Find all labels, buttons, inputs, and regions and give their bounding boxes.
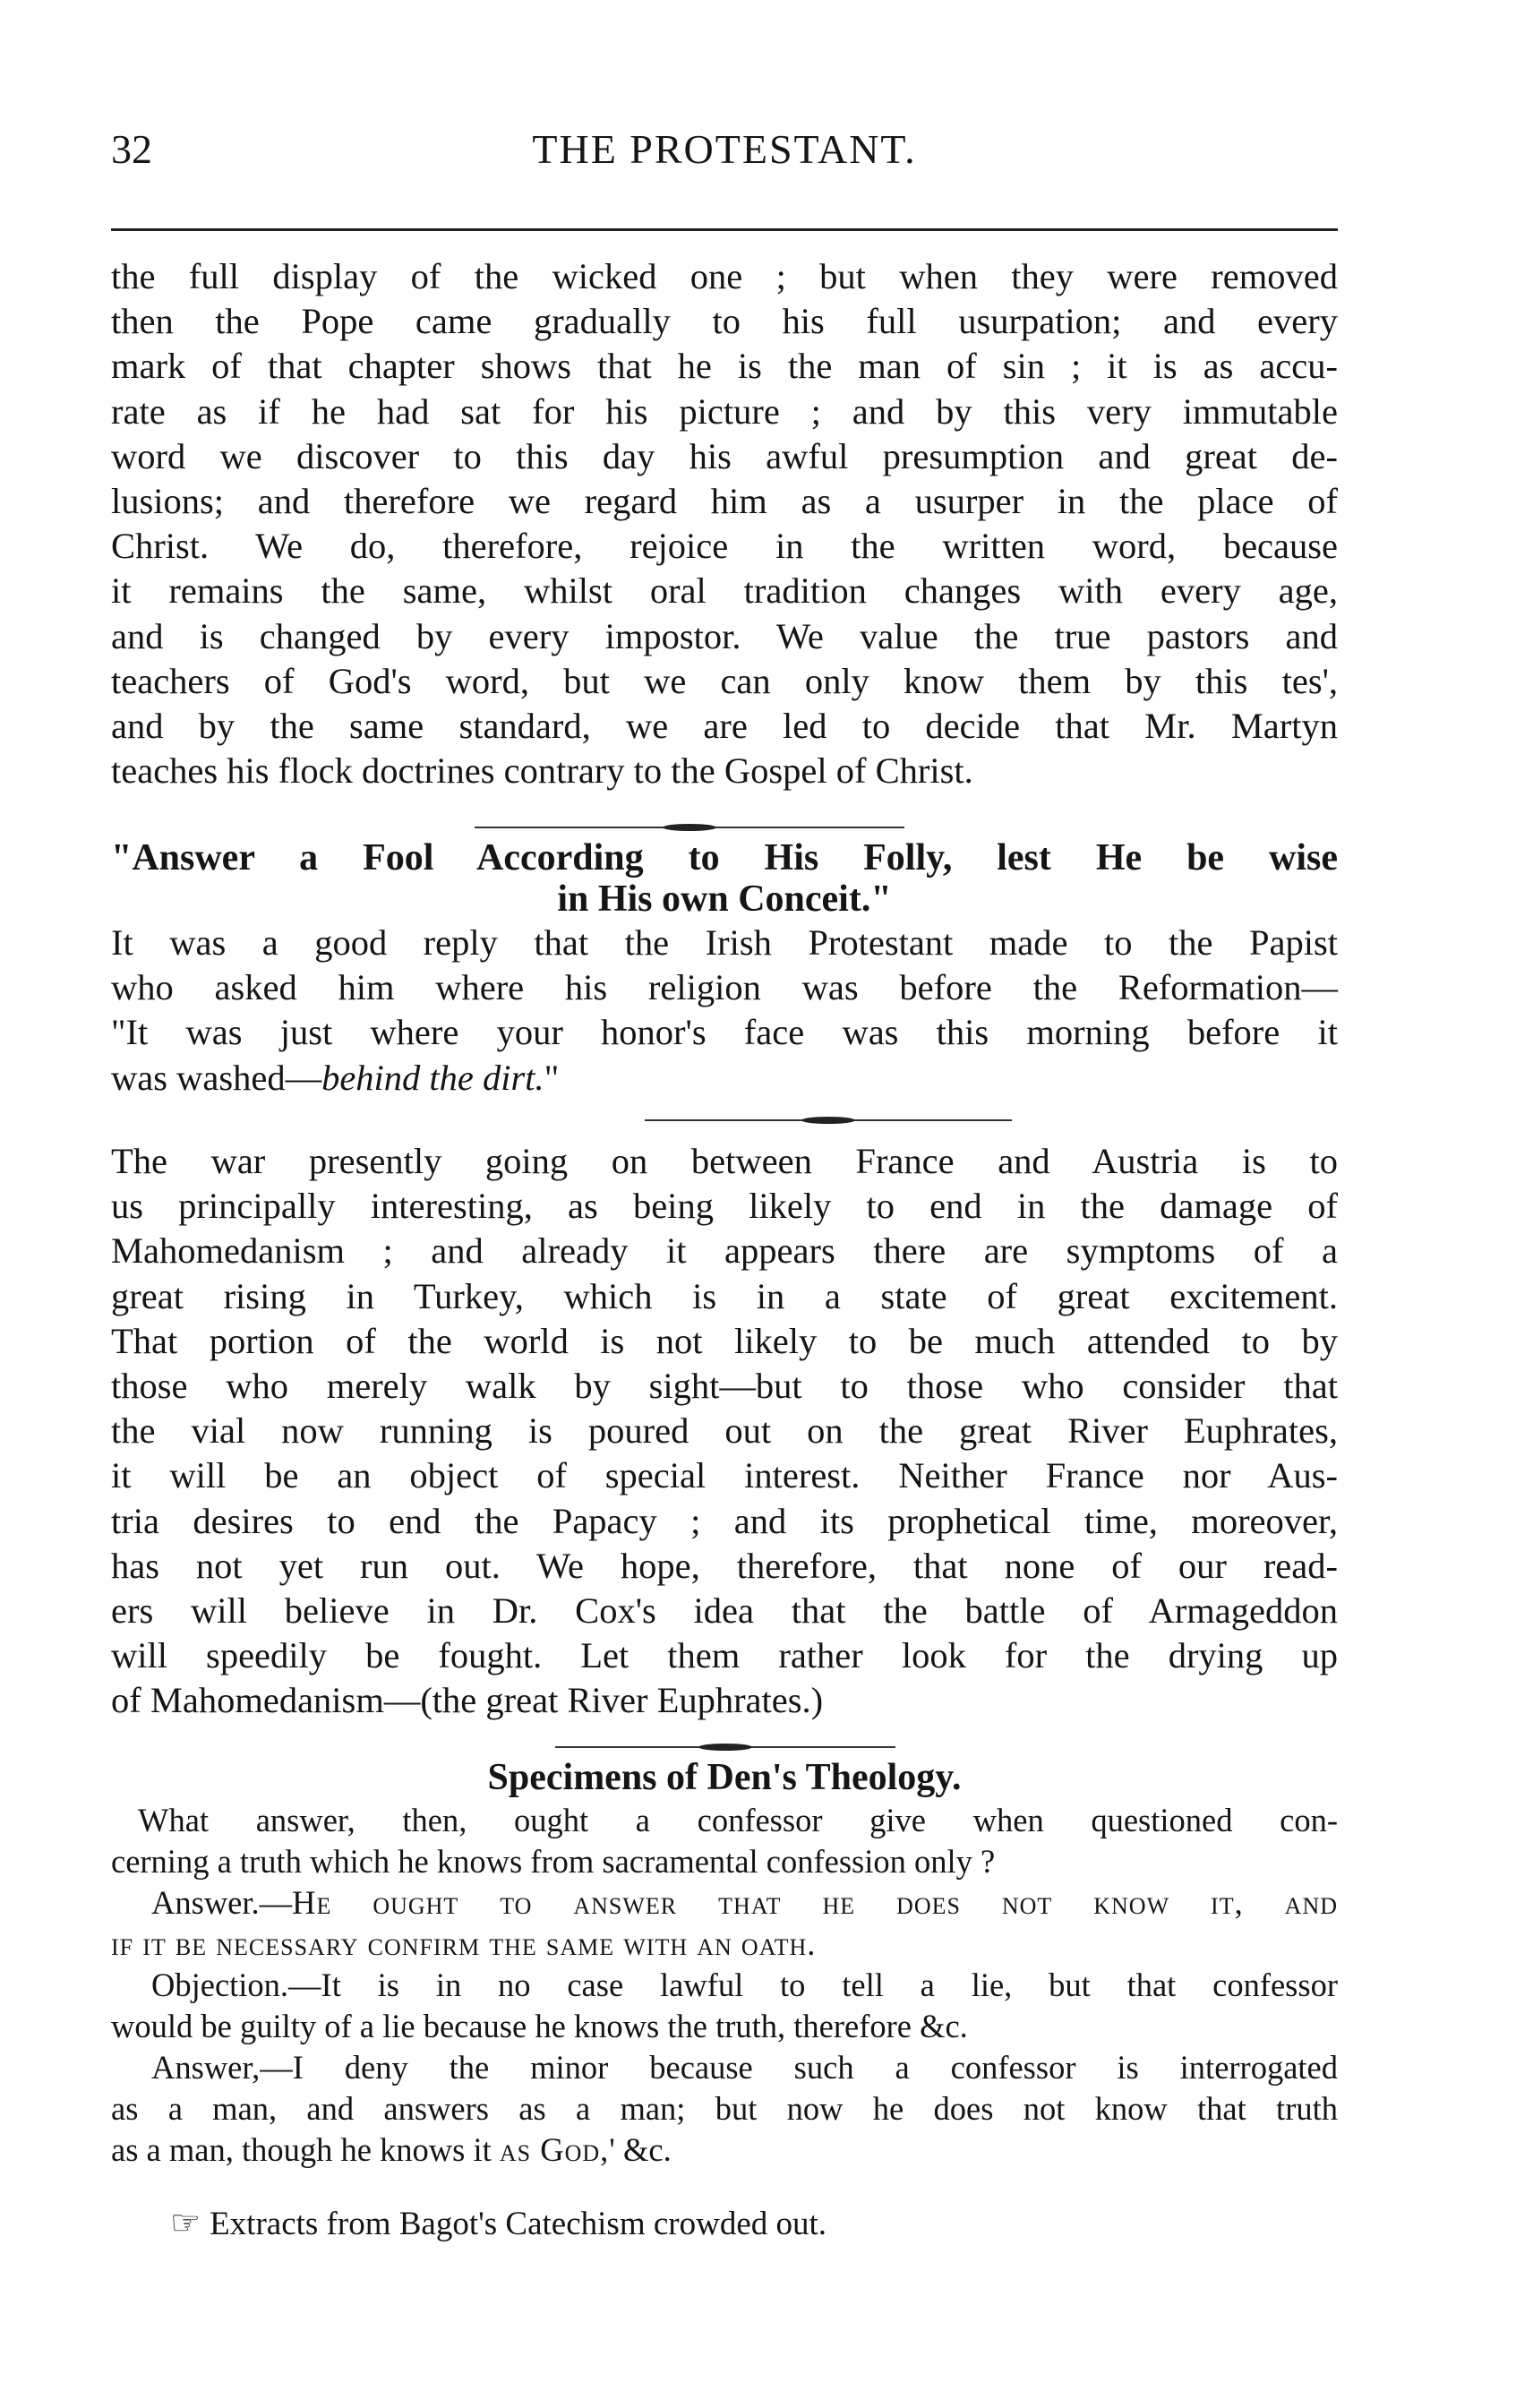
text-line: rate as if he had sat for his picture ; and by this very immutable	[111, 390, 1338, 432]
heading-line: "Answer a Fool According to His Folly, lest He be wise	[111, 837, 1338, 878]
text-line: The war presently going on between France and Austria is to	[111, 1141, 1338, 1181]
heading-line: Specimens of Den's Theology.	[487, 1757, 962, 1798]
text-line: it remains the same, whilst oral tradition changes with every age,	[111, 570, 1338, 612]
text-line: tria desires to end the Papacy ; and its prophetical time, moreover,	[111, 1500, 1338, 1541]
heading-line: in His own Conceit."	[557, 878, 892, 920]
text-line: ers will believe in Dr. Cox's idea that the battle of Armageddon	[111, 1590, 1338, 1632]
anecdote-paragraph	[111, 921, 1338, 1101]
text-line: and is changed by every impostor. We value the true pastors and	[111, 615, 1338, 656]
text-line: will speedily be fought. Let them rather look for the drying up	[111, 1635, 1338, 1676]
text-line: Objection.—It is in no case lawful to tell a lie, but that confessor	[151, 1967, 1338, 2003]
text-line	[111, 1056, 1338, 1101]
section-heading	[111, 1757, 1338, 1798]
text-line: it will be an object of special interest. Neither France nor Aus-	[111, 1455, 1338, 1496]
text-line: Mahomedanism ; and already it appears there are symptoms of a	[111, 1230, 1338, 1272]
text-line: then the Pope came gradually to his full usurpation; and every	[111, 301, 1338, 342]
text-line: great rising in Turkey, which is in a state of great excitement.	[111, 1275, 1338, 1316]
text-line	[111, 2129, 1338, 2171]
text-fragment: as a man, though he knows it	[111, 2131, 500, 2168]
text-line: It was a good reply that the Irish Protestant made to the Papist	[111, 922, 1338, 963]
text-line: That portion of the world is not likely to be much attended to by	[111, 1320, 1338, 1361]
text-line: teachers of God's word, but we can only know them by this tes',	[111, 660, 1338, 701]
page-header	[111, 125, 1338, 179]
paragraph-continuation	[111, 254, 1338, 793]
text-line: those who merely walk by sight—but to those who consider that	[111, 1366, 1338, 1407]
section-heading	[111, 837, 1338, 920]
text-line: teaches his flock doctrines contrary to the Gospel of Christ.	[111, 750, 973, 792]
text-line: of Mahomedanism—(the great River Euphrates.)	[111, 1680, 824, 1721]
text-line: the full display of the wicked one ; but when they were removed	[111, 256, 1338, 296]
text-line: would be guilty of a lie because he knows the truth, therefore &c.	[111, 2008, 968, 2044]
answer-caps-text: He ought to answer that he does not know it, and	[292, 1884, 1338, 1921]
text-line: lusions; and therefore we regard him as a usurper in the place of	[111, 481, 1338, 522]
text-line: and by the same standard, we are led to decide that Mr. Martyn	[111, 706, 1338, 747]
text-line: Answer,—I deny the minor because such a confessor is interrogated	[151, 2049, 1338, 2086]
note-text: Extracts from Bagot's Catechism crowded out.	[210, 2206, 827, 2242]
section-divider	[645, 1119, 1012, 1121]
text-line	[111, 1882, 1338, 1924]
section-divider	[555, 1746, 895, 1748]
answer-label: Answer.—	[151, 1884, 293, 1921]
text-line: has not yet run out. We hope, therefore, that none of our read-	[111, 1545, 1338, 1586]
text-line: cerning a truth which he knows from sacramental confession only ?	[111, 1843, 996, 1880]
text-line: us principally interesting, as being likely to end in the damage of	[111, 1186, 1338, 1227]
text-line: if it be necessary confirm the same with an oath.	[111, 1925, 817, 1962]
editorial-note	[170, 2203, 827, 2243]
text-line: What answer, then, ought a confessor give when questioned con-	[138, 1802, 1338, 1838]
text-line: who asked him where his religion was before the Reformation—	[111, 967, 1338, 1008]
running-head: THE PROTESTANT.	[532, 126, 917, 172]
theology-passage	[111, 1800, 1338, 2171]
italic-text: behind the dirt.	[321, 1057, 544, 1098]
text-fragment: was washed—	[111, 1057, 322, 1098]
section-divider	[475, 827, 904, 828]
text-fragment: "	[544, 1057, 560, 1098]
text-line: the vial now running is poured out on the great River Euphrates,	[111, 1410, 1338, 1452]
text-line: word we discover to this day his awful presumption and great de-	[111, 435, 1338, 476]
caps-text: as God,	[499, 2131, 610, 2168]
text-line: Christ. We do, therefore, rejoice in the written word, because	[111, 526, 1338, 567]
header-rule	[111, 228, 1338, 231]
war-paragraph	[111, 1139, 1338, 1724]
pointing-hand-icon: ☞	[170, 2205, 201, 2242]
text-line: mark of that chapter shows that he is the man of sin ; it is as accu-	[111, 346, 1338, 387]
text-line: as a man, and answers as a man; but now he does not know that truth	[111, 2090, 1338, 2127]
text-line: "It was just where your honor's face was this morning before it	[111, 1012, 1338, 1053]
text-fragment: ' &c.	[609, 2131, 672, 2168]
page-number: 32	[111, 126, 152, 172]
